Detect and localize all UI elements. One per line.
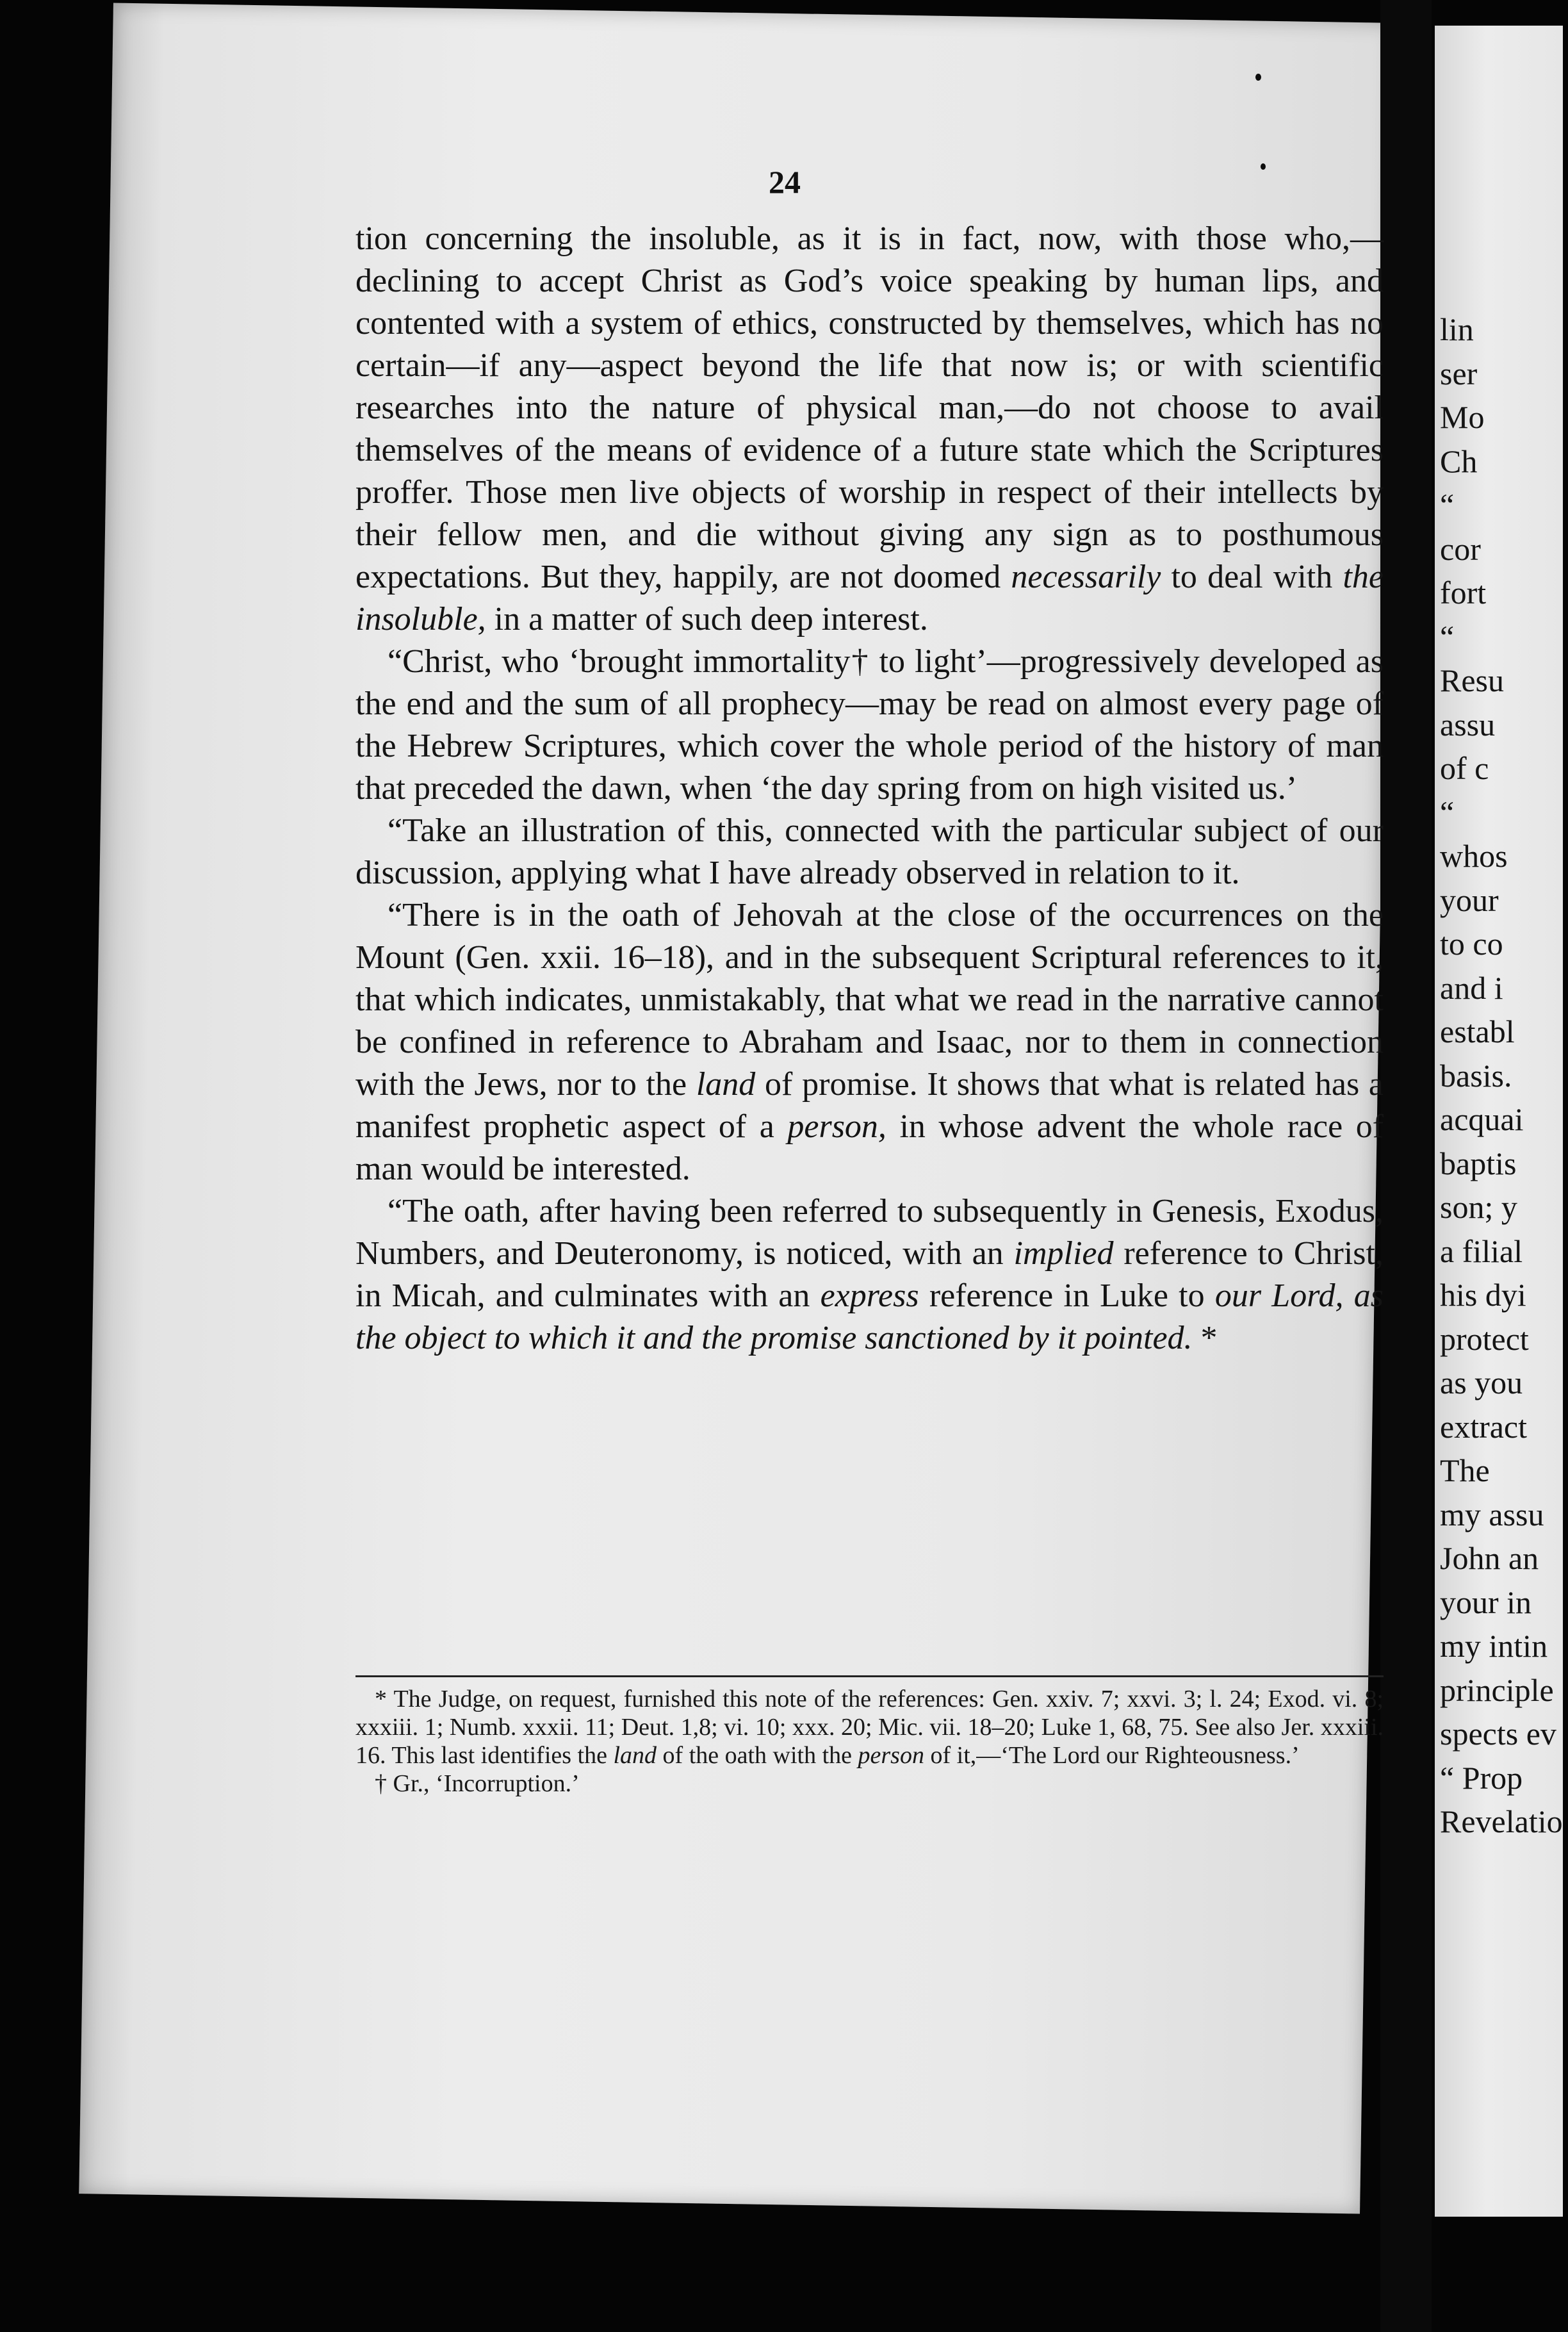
adjacent-line-fragment: John an [1440,1540,1539,1576]
text-run: “The oath, after having been referred to subsequently in Genesis, Exodus, Numbers, and Deuteronomy, is noticed, with an [355,1193,1384,1272]
adjacent-line-fragment: whos [1440,838,1508,874]
italic-text: express [820,1277,919,1314]
text-run: in a matter of such deep interest. [486,601,928,637]
italic-text: necessarily [1011,559,1161,595]
italic-text: implied [1013,1235,1114,1272]
adjacent-line-fragment: my assu [1440,1496,1544,1532]
paragraph [355,894,1384,1190]
adjacent-line-fragment: acquai [1440,1101,1524,1137]
text-run: of the oath with the [657,1742,858,1769]
text-run: reference in Luke to [919,1277,1215,1314]
book-page-right-fragment [1435,26,1563,2217]
page-gutter [1380,0,1432,2332]
adjacent-line-fragment: Mo [1440,399,1485,435]
page-number: 24 [769,164,801,200]
adjacent-line-fragment: to co [1440,926,1503,962]
footnote-rule [355,1675,1384,1677]
text-run: to deal with [1161,559,1343,595]
adjacent-line-fragment: cor [1440,530,1481,567]
adjacent-line-fragment: The [1440,1452,1490,1488]
adjacent-line-fragment: Revelatio [1440,1803,1563,1839]
adjacent-line-fragment: “ [1440,618,1455,655]
adjacent-line-fragment: extract [1440,1408,1528,1445]
italic-text: person, [787,1108,886,1145]
footnote [355,1685,1384,1770]
text-run: of promise. It shows that what is related has a manifest prophetic aspect of a [355,1066,1384,1145]
adjacent-line-fragment: a filial [1440,1233,1523,1269]
dust-speck [1261,163,1266,170]
text-run: of it,—‘The Lord our Righteousness.’ [924,1742,1300,1769]
adjacent-line-fragment: as you [1440,1365,1523,1400]
text-run: “Christ, who ‘brought immortality† to light’—progressively developed as the end and the sum of all prophecy—may be read on almost every page of the Hebrew Scriptures, which cover the whole period of the history of man that preceded the dawn, when ‘the day spring from on high visited us.’ [355,643,1384,807]
adjacent-line-fragment: “ Prop [1440,1759,1523,1796]
adjacent-line-fragment: baptis [1440,1145,1517,1181]
adjacent-line-fragment: principle [1440,1671,1554,1708]
adjacent-line-fragment: your [1440,882,1499,918]
adjacent-line-fragment: my intin [1440,1628,1548,1664]
italic-text: our Lord, as the object to which it and the promise sanctioned by it pointed. [355,1277,1384,1356]
adjacent-page-text [1440,308,1568,1844]
adjacent-line-fragment: Resu [1440,662,1504,698]
adjacent-line-fragment: basis. [1440,1057,1512,1094]
adjacent-line-fragment: your in [1440,1584,1532,1620]
adjacent-line-fragment: son; y [1440,1189,1517,1225]
dust-speck [1255,74,1261,81]
text-run: “Take an illustration of this, connected with the particular subject of our discussion, applying what I have already observed in relation to it. [355,812,1384,891]
text-run: * The Judge, on request, furnished this note of the references: Gen. xxiv. 7; xxvi. 3; l. 24; Exod. vi. 8; xxxiii. 1; Numb. xxxii. 11; Deut. 1,8; vi. 10; xxx. 20; Mic. vii. 18–20; Luke 1, 68, 75. See also Jer. xxxiii. 16. This last identifies the [355,1686,1384,1769]
adjacent-line-fragment: “ [1440,487,1455,523]
text-run: tion concerning the insoluble, as it is in fact, now, with those who,—declining to accept Christ as God’s voice speaking by human lips, and contented with a system of ethics, constructed by themselves, which has no certain—if any—aspect beyond the life that now is; or with scientific researches into the nature of physical man,—do not choose to avail themselves of the means of evidence of a future state which the Scriptures proffer. Those men live objects of worship in respect of their intellects by their fellow men, and die without giving any sign as to posthumous expectations. But they, happily, are not doomed [355,220,1384,595]
text-run: reference to Christ, in Micah, and culminates with an [355,1235,1384,1314]
adjacent-line-fragment: spects ev [1440,1716,1556,1752]
body-text [355,218,1384,1359]
text-run: in whose advent the whole race of man would be interested. [355,1108,1384,1187]
adjacent-line-fragment: fort [1440,575,1487,611]
paragraph [355,810,1384,894]
adjacent-line-fragment: assu [1440,706,1496,743]
adjacent-line-fragment: of c [1440,750,1489,786]
adjacent-line-fragment: Ch [1440,443,1478,479]
paragraph [355,1190,1384,1359]
adjacent-line-fragment: “ [1440,794,1455,830]
paragraph [355,218,1384,641]
italic-text: the insoluble, [355,559,1384,637]
adjacent-line-fragment: ser [1440,355,1478,391]
italic-text: land [613,1742,657,1769]
adjacent-line-fragment: lin [1440,311,1474,347]
adjacent-line-fragment: establ [1440,1014,1515,1049]
footnote [355,1770,1384,1798]
adjacent-line-fragment: and i [1440,969,1503,1006]
adjacent-line-fragment: his dyi [1440,1277,1526,1313]
paragraph [355,641,1384,810]
text-run: † Gr., ‘Incorruption.’ [375,1770,580,1797]
italic-text: land [696,1066,756,1103]
adjacent-line-fragment: protect [1440,1320,1529,1357]
text-run: “There is in the oath of Jehovah at the close of the occurrences on the Mount (Gen. xxii. 16–18), and in the subsequent Scriptural references to it, that which indicates, unmistakably, that what we read in the narrative cannot be confined in reference to Abraham and Isaac, nor to them in connection with the Jews, nor to the [355,897,1384,1103]
italic-text: person [858,1742,924,1769]
text-run: * [1192,1320,1218,1356]
footnotes [355,1685,1384,1798]
